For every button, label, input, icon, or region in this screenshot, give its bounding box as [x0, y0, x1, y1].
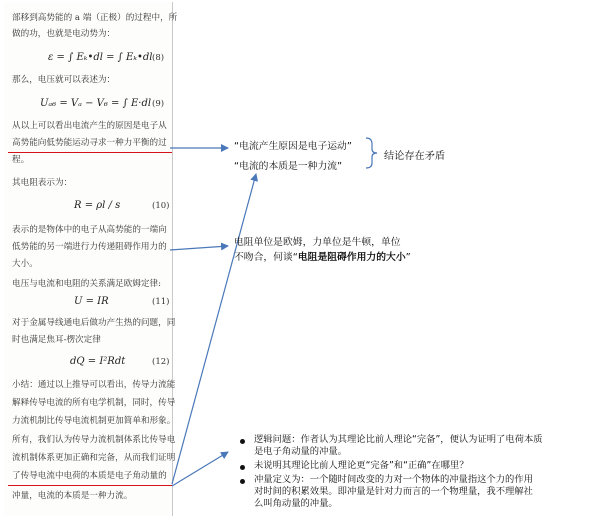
paper-line: 程。	[12, 155, 30, 165]
quote-current-cause: “电流产生原因是电子运动”	[234, 141, 352, 152]
paper-line: 流机制体系更加正确和完备，从而我们证明	[12, 453, 176, 463]
paper-line: 电压与电流和电阻的关系满足欧姆定律:	[12, 279, 161, 289]
paper-line: 高势能向低势能运动寻求一种力平衡的过	[12, 138, 167, 148]
equation-number: (8)	[152, 53, 165, 63]
equation-number: (9)	[152, 99, 165, 109]
paper-line: 做的功，也就是电动势为：	[12, 29, 116, 39]
equation-12: dQ = I²Rdt	[70, 356, 126, 367]
bullet-dot	[240, 479, 245, 484]
paper-line: 解释传导电流的所有电学机制，同时，传导	[12, 398, 176, 408]
contradiction-note: 结论存在矛盾	[384, 151, 446, 162]
quote-current-essence: “电流的本质是一种力流”	[234, 161, 343, 172]
bullet-line: 逻辑问题：作者认为其理论比前人理论“完备”，便认为证明了电荷本质	[254, 434, 543, 445]
paper-line: 小结：通过以上推导可以看出，传导力流能	[12, 380, 176, 390]
bullet-impulse-definition	[254, 474, 533, 510]
paper-line: 力流机制比传导电流机制更加简单和形象。	[12, 416, 176, 426]
bullet-line: 是电子角动量的冲量。	[254, 446, 347, 457]
resistance-note-line1: 电阻单位是欧姆，力单位是牛顿，单位	[234, 237, 401, 248]
equation-10: R = ρl / s	[74, 200, 121, 211]
equation-8: ε = ∫ Eₖ•dl = ∫ Eₖ•dl	[48, 52, 153, 63]
resistance-note-end: ”	[405, 252, 411, 263]
bullet-line: 么叫角动量的冲量。	[254, 498, 338, 509]
bullet-line: 未说明其理论比前人理论更“完备”和“正确”在哪里？	[254, 460, 469, 471]
equation-9: Uₐ₆ = Vₐ − V₆ = ∫ E·dl	[40, 98, 152, 109]
resistance-note-bold: 电阻是阻碍作用力的大小	[297, 252, 406, 263]
paper-line: 部移到高势能的 a 端（正极）的过程中，所	[12, 13, 178, 23]
paper-line: 其电阻表示为：	[12, 178, 73, 188]
bullet-line: 对时间的积累效果。即冲量是针对力而言的一个物理量，我不理解社	[254, 486, 533, 497]
paper-line: 所有，我们认为传导力流机制体系比传导电	[12, 435, 176, 445]
equation-11: U = IR	[74, 296, 109, 307]
paper-line: 那么，电压就可以表述为：	[12, 75, 116, 85]
equation-number: (11)	[152, 297, 170, 307]
paper-line: 了传导电流中电荷的本质是电子角动量的	[12, 471, 167, 481]
paper-line: 时也满足焦耳-楞次定律	[12, 335, 101, 345]
resistance-note-line2	[234, 249, 411, 263]
bullet-line: 冲量定义为：一个随时间改变的力对一个物体的冲量指这个力的作用	[254, 474, 533, 485]
equation-number: (10)	[152, 201, 170, 211]
bullet-unexplained	[254, 460, 469, 472]
resistance-note-text: 不吻合，何谈“	[234, 252, 298, 263]
bullet-dot	[240, 439, 245, 444]
arrow-up-to-quote	[172, 174, 256, 484]
paper-line: 从以上可以看出电流产生的原因是电子从	[12, 121, 167, 131]
paper-line: 冲量，电流的本质是一种力流。	[12, 491, 133, 501]
bullet-dot	[240, 465, 245, 470]
bullet-logic-issue	[254, 434, 543, 458]
right-brace	[366, 138, 377, 168]
equation-number: (12)	[152, 357, 170, 367]
paper-line: 大小。	[12, 259, 38, 269]
paper-line: 低势能的另一端进行力传递阻碍作用力的	[12, 242, 167, 252]
arrow-to-bullets	[172, 452, 228, 486]
arrow-to-resistance-note	[170, 246, 228, 250]
paper-line: 对于金属导线通电后做功产生热的问题，同	[12, 318, 176, 328]
paper-line: 表示的是物体中的电子从高势能的一端向	[12, 225, 167, 235]
